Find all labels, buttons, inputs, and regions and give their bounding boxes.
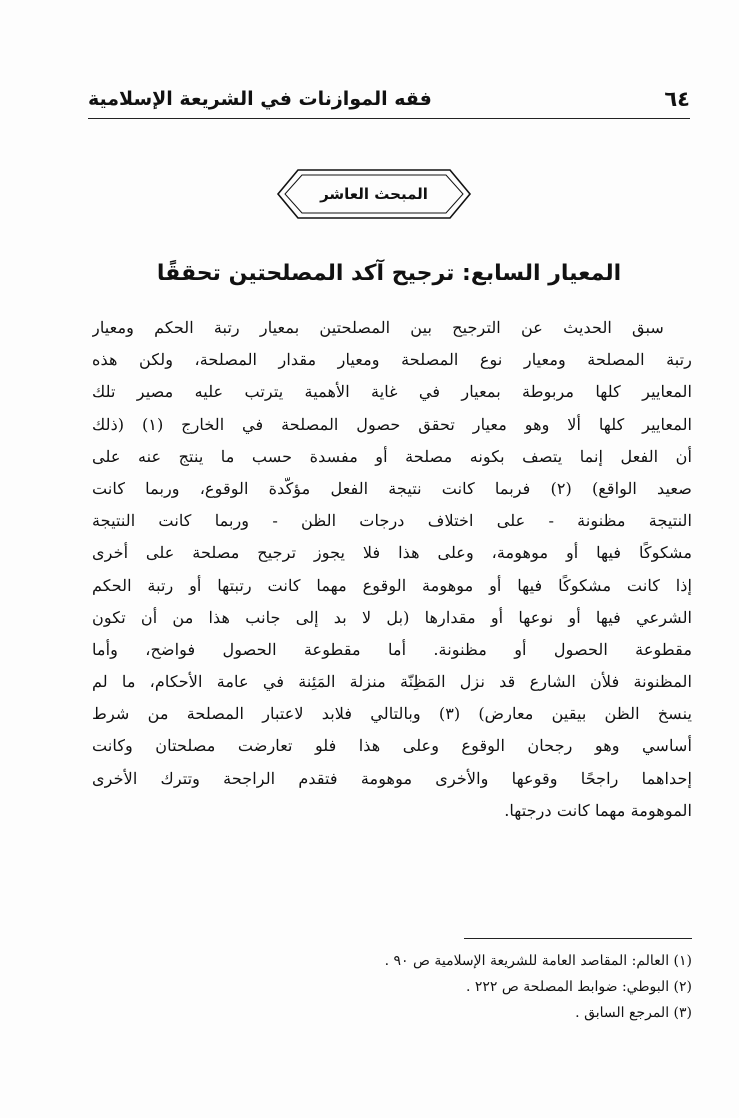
footnote-rule — [464, 938, 692, 939]
body-line: المعايير كلها ألا وهو معيار تحقق حصول المصلحة في الخارج (١) (ذلك — [92, 414, 692, 434]
running-title: فقه الموازنات في الشريعة الإسلامية — [88, 88, 432, 110]
body-line: سبق الحديث عن الترجيح بين المصلحتين بمعيار رتبة الحكم ومعيار — [92, 318, 664, 337]
body-line: مشكوكًا فيها أو موهومة، وعلى هذا فلا يجوز ترجيح مصلحة على أخرى — [92, 543, 692, 563]
body-line: الموهومة مهما كانت درجتها. — [504, 800, 692, 820]
footnote: (٢) البوطي: ضوابط المصلحة ص ٢٢٢ . — [465, 979, 692, 995]
footnotes — [92, 948, 692, 1026]
body-line: إحداهما راجحًا وقوعها والأخرى موهومة فتقدم الراجحة وتترك الأخرى — [92, 768, 692, 788]
running-header — [88, 84, 690, 118]
footnote: (٣) المرجع السابق . — [575, 1005, 692, 1021]
body-line: أن الفعل إنما يتصف بكونه مصلحة أو مفسدة حسب ما ينتج عنه على — [92, 446, 692, 466]
body-text — [92, 312, 692, 827]
body-line: ينسخ الظن بيقين معارض) (٣) وبالتالي فلابد لاعتبار المصلحة من شرط — [92, 704, 692, 724]
body-line: الشرعي فيها أو نوعها أو مقدارها (بل لا بد إلى جانب هذا من أن تكون — [92, 607, 692, 627]
body-line: صعيد الواقع) (٢) فربما كانت نتيجة الفعل مؤكّدة الوقوع، وربما كانت — [92, 478, 692, 498]
main-heading: المعيار السابع: ترجيح آكد المصلحتين تحققًا — [156, 261, 622, 286]
body-line: النتيجة مظنونة - على اختلاف درجات الظن - وربما كانت النتيجة — [92, 511, 692, 531]
body-line: المعايير كلها مربوطة بمعيار في غاية الأهمية يترتب عليه مصير تلك — [92, 382, 692, 402]
page-number: ٦٤ — [664, 87, 690, 111]
section-badge — [276, 166, 472, 222]
body-line: مقطوعة الحصول أو مظنونة. أما مقطوعة الحصول فواضح، وأما — [92, 639, 692, 659]
body-line: أساسي وهو رجحان الوقوع وعلى هذا فلو تعارضت مصلحتان وكانت — [92, 736, 692, 756]
section-label: المبحث العاشر — [320, 185, 428, 203]
header-rule — [88, 118, 690, 119]
body-line: إذا كانت مشكوكًا فيها أو موهومة الوقوع مهما كانت رتبتها أو رتبة الحكم — [92, 575, 692, 595]
body-line: رتبة المصلحة ومعيار نوع المصلحة ومعيار مقدار المصلحة، ولكن هذه — [92, 350, 692, 370]
footnote: (١) العالم: المقاصد العامة للشريعة الإسلامية ص ٩٠ . — [384, 953, 692, 969]
body-line: المظنونة فلأن الشارع قد نزل المَظِنّة منزلة المَئِنة في عامة الأحكام، ما لم — [92, 672, 692, 692]
